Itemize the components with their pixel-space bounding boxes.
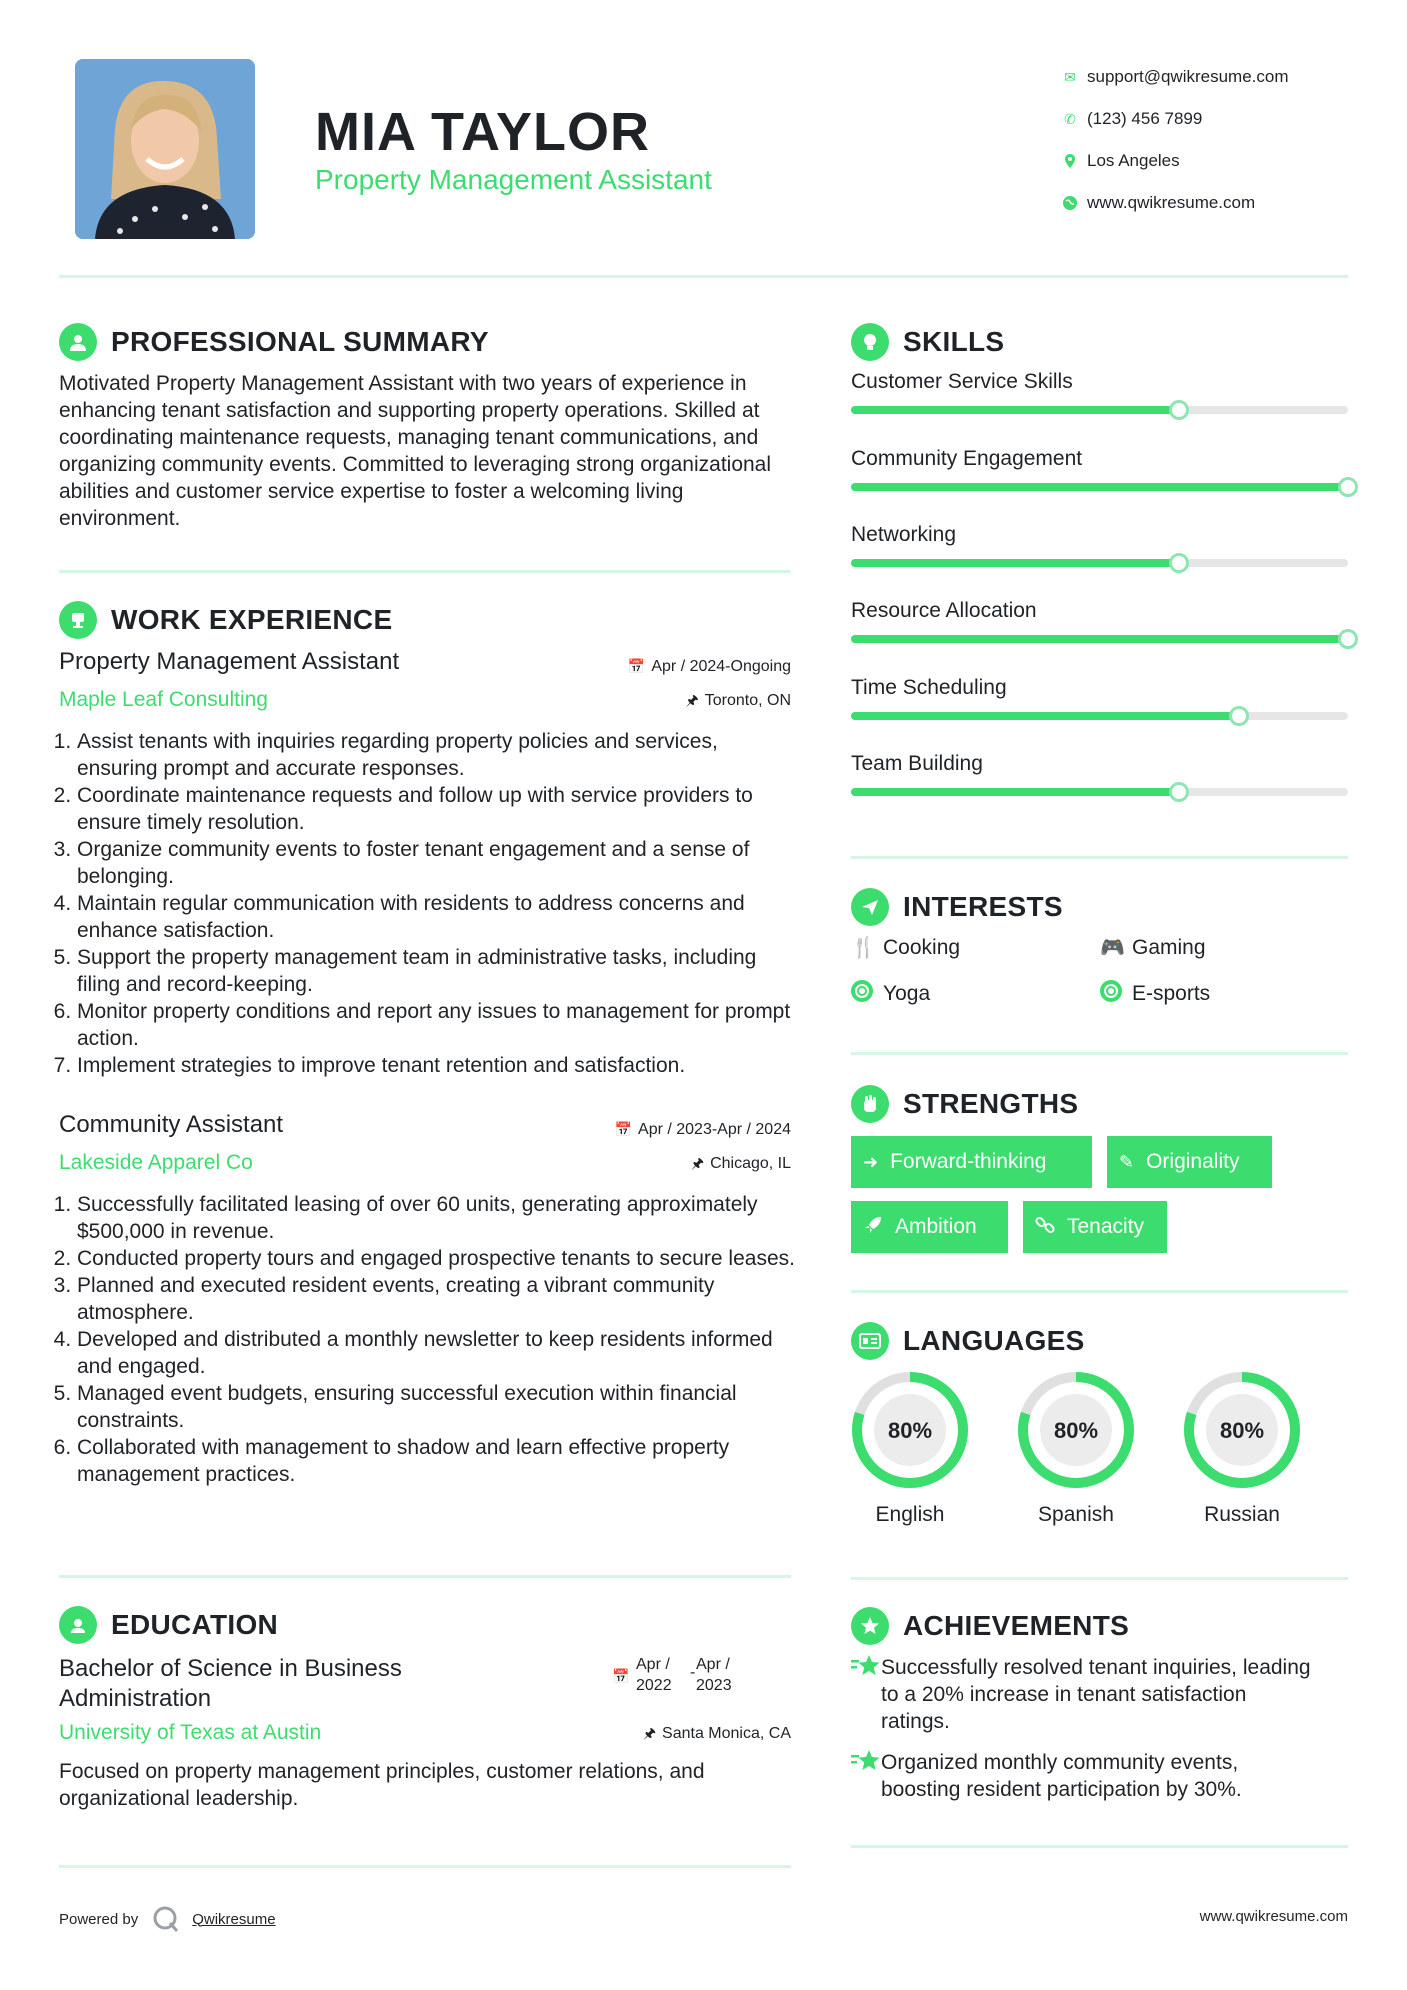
list-item: 2. Coordinate maintenance requests and follow up with service providers to ensure timely resolution. xyxy=(77,782,799,836)
interest-label: Gaming xyxy=(1132,935,1206,959)
job-1-title: Property Management Assistant xyxy=(59,648,400,675)
education-location xyxy=(643,1723,791,1747)
education-date-start: Apr / 2022 xyxy=(636,1656,672,1694)
contact-location xyxy=(1053,140,1383,182)
skill-track xyxy=(851,712,1348,720)
skill-fill xyxy=(851,559,1179,567)
strengths-heading xyxy=(851,1085,1078,1123)
globe-icon xyxy=(1053,196,1087,210)
language-item xyxy=(849,1369,971,1527)
candidate-role: Property Management Assistant xyxy=(315,164,712,195)
job-1-company: Maple Leaf Consulting xyxy=(59,688,268,711)
languages-divider xyxy=(851,1577,1348,1580)
header-divider xyxy=(59,275,1348,278)
lifebuoy-icon xyxy=(1100,980,1132,1008)
utensils-icon: 🍴 xyxy=(851,937,876,959)
education-divider xyxy=(59,1865,791,1868)
interest-item-yoga xyxy=(851,980,930,1008)
language-ring xyxy=(1015,1369,1137,1491)
skill-knob xyxy=(1169,782,1189,802)
languages-title: LANGUAGES xyxy=(903,1325,1085,1356)
hand-icon xyxy=(851,1085,889,1123)
lifebuoy-icon xyxy=(851,980,883,1008)
summary-divider xyxy=(59,570,791,573)
skill-track xyxy=(851,635,1348,643)
job-2-company: Lakeside Apparel Co xyxy=(59,1151,253,1174)
job-1-date xyxy=(628,658,791,676)
education-degree: Bachelor of Science in Business Administration xyxy=(59,1655,402,1712)
language-percent: 80% xyxy=(887,1418,933,1443)
list-item: 7. Implement strategies to improve tenant retention and satisfaction. xyxy=(77,1052,799,1079)
skill-item xyxy=(851,370,1348,414)
education-date-end: Apr / 2023 xyxy=(696,1656,732,1694)
strength-chip-forward-thinking xyxy=(851,1136,1092,1188)
list-item: 6. Monitor property conditions and report any issues to management for prompt action. xyxy=(77,998,799,1052)
contact-email-text: support@qwikresume.com xyxy=(1087,67,1289,86)
summary-heading xyxy=(59,323,489,361)
skill-knob xyxy=(1229,706,1249,726)
calendar-icon: 📅 xyxy=(614,1121,633,1137)
skill-label: Customer Service Skills xyxy=(851,370,1073,393)
summary-text: Motivated Property Management Assistant with two years of experience in enhancing tenant satisfaction and supporting property operations. Skilled at coordinating maintenance requests, managing tenant communications, and organizing community events. Committed to leveraging strong organizational abilities and customer service expertise to foster a welcoming living environment. xyxy=(59,372,772,530)
language-percent: 80% xyxy=(1053,1418,1099,1443)
skill-knob xyxy=(1169,553,1189,573)
job-2-title: Community Assistant xyxy=(59,1111,284,1138)
candidate-name: MIA TAYLOR xyxy=(315,102,651,162)
translate-icon xyxy=(851,1322,889,1360)
skill-item xyxy=(851,447,1348,491)
skills-divider xyxy=(851,856,1348,859)
skill-fill xyxy=(851,635,1348,643)
language-label: Spanish xyxy=(1038,1503,1114,1526)
footer-website[interactable]: www.qwikresume.com xyxy=(1199,1908,1348,1925)
interests-divider xyxy=(851,1052,1348,1055)
skill-knob xyxy=(1338,629,1358,649)
skill-knob xyxy=(1338,477,1358,497)
job-2-location-text: Chicago, IL xyxy=(710,1155,791,1172)
strength-chip-originality xyxy=(1107,1136,1272,1188)
skill-item xyxy=(851,523,1348,567)
strengths-divider xyxy=(851,1290,1348,1293)
qwikresume-link[interactable]: Qwikresume xyxy=(192,1910,276,1928)
education-text: Focused on property management principles, customer relations, and organizational leadership. xyxy=(59,1760,705,1810)
briefcase-icon xyxy=(59,601,97,639)
list-item: 4. Developed and distributed a monthly newsletter to keep residents informed and engaged. xyxy=(77,1326,799,1380)
star-icon xyxy=(851,1749,881,1803)
rocket-icon xyxy=(863,1215,883,1240)
achievements-divider xyxy=(851,1845,1348,1848)
language-label: English xyxy=(875,1503,945,1526)
skill-fill xyxy=(851,712,1239,720)
education-location-text: Santa Monica, CA xyxy=(662,1725,791,1742)
list-item: 6. Collaborated with management to shadow and learn effective property management practices. xyxy=(77,1434,799,1488)
language-ring xyxy=(849,1369,971,1491)
work-heading xyxy=(59,601,392,639)
skill-label: Community Engagement xyxy=(851,447,1083,470)
strength-label: Tenacity xyxy=(1067,1215,1145,1238)
contact-phone-text: (123) 456 7899 xyxy=(1087,109,1203,128)
job-2-bullets xyxy=(59,1191,799,1488)
skills-title: SKILLS xyxy=(903,326,1005,357)
skill-track xyxy=(851,559,1348,567)
languages-heading xyxy=(851,1322,1085,1360)
achievement-item xyxy=(851,1749,1321,1803)
profile-photo xyxy=(75,59,255,239)
job-2-date-text: Apr / 2023-Apr / 2024 xyxy=(638,1121,791,1138)
skill-label: Resource Allocation xyxy=(851,599,1037,622)
list-item: 1. Successfully facilitated leasing of over 60 units, generating approximately $500,000 in revenue. xyxy=(77,1191,799,1245)
pencil-icon: ✎ xyxy=(1119,1151,1135,1172)
list-item: 1. Assist tenants with inquiries regarding property policies and services, ensuring prompt and accurate responses. xyxy=(77,728,799,782)
contact-website-text: www.qwikresume.com xyxy=(1087,193,1256,212)
contact-website[interactable] xyxy=(1053,182,1383,224)
avatar xyxy=(75,59,255,239)
list-item: 5. Managed event budgets, ensuring successful execution within financial constraints. xyxy=(77,1380,799,1434)
interest-label: E-sports xyxy=(1132,982,1211,1005)
skill-label: Time Scheduling xyxy=(851,676,1007,699)
lightbulb-icon xyxy=(851,323,889,361)
strength-label: Ambition xyxy=(895,1215,977,1238)
language-item xyxy=(1181,1369,1303,1527)
list-item: 5. Support the property management team in administrative tasks, including filing and record-keeping. xyxy=(77,944,799,998)
job-1-location-text: Toronto, ON xyxy=(704,692,791,709)
strength-label: Forward-thinking xyxy=(890,1150,1047,1173)
star-badge-icon xyxy=(851,1607,889,1645)
strength-chip-ambition xyxy=(851,1201,1008,1253)
contact-email[interactable] xyxy=(1053,56,1383,98)
phone-icon: ✆ xyxy=(1064,110,1076,127)
skill-knob xyxy=(1169,400,1189,420)
gamepad-icon: 🎮 xyxy=(1100,937,1125,959)
graduation-icon xyxy=(59,1606,97,1644)
skill-fill xyxy=(851,788,1179,796)
job-1-bullets xyxy=(59,728,799,1079)
calendar-icon: 📅 xyxy=(612,1668,630,1684)
star-icon xyxy=(851,1654,881,1735)
interest-item-gaming xyxy=(1100,935,1206,960)
user-icon xyxy=(59,323,97,361)
contact-info xyxy=(1053,56,1383,224)
skill-track xyxy=(851,788,1348,796)
strength-chip-tenacity xyxy=(1023,1201,1167,1253)
skill-track xyxy=(851,406,1348,414)
education-heading xyxy=(59,1606,278,1644)
achievement-text: Organized monthly community events, boosting resident participation by 30%. xyxy=(881,1751,1242,1801)
paper-plane-icon xyxy=(851,888,889,926)
skill-fill xyxy=(851,483,1348,491)
strength-label: Originality xyxy=(1146,1150,1240,1173)
summary-title: PROFESSIONAL SUMMARY xyxy=(111,326,489,357)
education-school: University of Texas at Austin xyxy=(59,1721,322,1744)
interest-item-cooking xyxy=(851,935,960,960)
language-percent: 80% xyxy=(1219,1418,1265,1443)
skills-heading xyxy=(851,323,1004,361)
achievement-item xyxy=(851,1654,1321,1735)
job-2-location xyxy=(691,1153,791,1177)
contact-phone[interactable] xyxy=(1053,98,1383,140)
skill-item xyxy=(851,599,1348,643)
pin-icon: 🖈 xyxy=(685,692,699,708)
achievement-text: Successfully resolved tenant inquiries, leading to a 20% increase in tenant satisfaction ratings. xyxy=(881,1656,1311,1733)
education-date-separator: - xyxy=(690,1664,696,1681)
achievements-title: ACHIEVEMENTS xyxy=(903,1610,1130,1641)
arrow-right-icon: ➜ xyxy=(863,1151,879,1172)
achievements-heading xyxy=(851,1607,1129,1645)
language-ring xyxy=(1181,1369,1303,1491)
link-icon xyxy=(1035,1215,1055,1240)
interest-label: Yoga xyxy=(883,982,931,1005)
pin-icon: 🖈 xyxy=(691,1155,705,1171)
job-1-date-text: Apr / 2024-Ongoing xyxy=(651,658,791,675)
skill-item xyxy=(851,676,1348,720)
list-item: 3. Organize community events to foster tenant engagement and a sense of belonging. xyxy=(77,836,799,890)
interests-heading xyxy=(851,888,1063,926)
job-2-date xyxy=(615,1121,791,1139)
language-item xyxy=(1015,1369,1137,1527)
education-title: EDUCATION xyxy=(111,1609,279,1640)
map-pin-icon xyxy=(1053,154,1087,168)
contact-location-text: Los Angeles xyxy=(1087,151,1180,170)
job-1-location xyxy=(686,690,791,714)
skill-track xyxy=(851,483,1348,491)
language-label: Russian xyxy=(1204,1503,1280,1526)
skill-item xyxy=(851,752,1348,796)
interests-title: INTERESTS xyxy=(903,891,1063,922)
work-title: WORK EXPERIENCE xyxy=(111,604,393,635)
calendar-icon: 📅 xyxy=(627,658,646,674)
list-item: 3. Planned and executed resident events, creating a vibrant community atmosphere. xyxy=(77,1272,799,1326)
pin-icon: 🖈 xyxy=(643,1725,657,1741)
list-item: 2. Conducted property tours and engaged prospective tenants to secure leases. xyxy=(77,1245,799,1272)
strengths-title: STRENGTHS xyxy=(903,1088,1079,1119)
mail-icon: ✉ xyxy=(1064,68,1076,85)
footer-powered-by xyxy=(59,1905,276,1933)
skill-fill xyxy=(851,406,1179,414)
list-item: 4. Maintain regular communication with residents to address concerns and enhance satisfaction. xyxy=(77,890,799,944)
powered-by-label: Powered by xyxy=(59,1910,139,1928)
skill-label: Networking xyxy=(851,523,957,546)
qwikresume-logo-icon xyxy=(152,1905,180,1933)
interest-label: Cooking xyxy=(883,935,961,959)
skill-label: Team Building xyxy=(851,752,983,775)
interest-item-esports xyxy=(1100,980,1210,1008)
work-divider xyxy=(59,1575,791,1578)
